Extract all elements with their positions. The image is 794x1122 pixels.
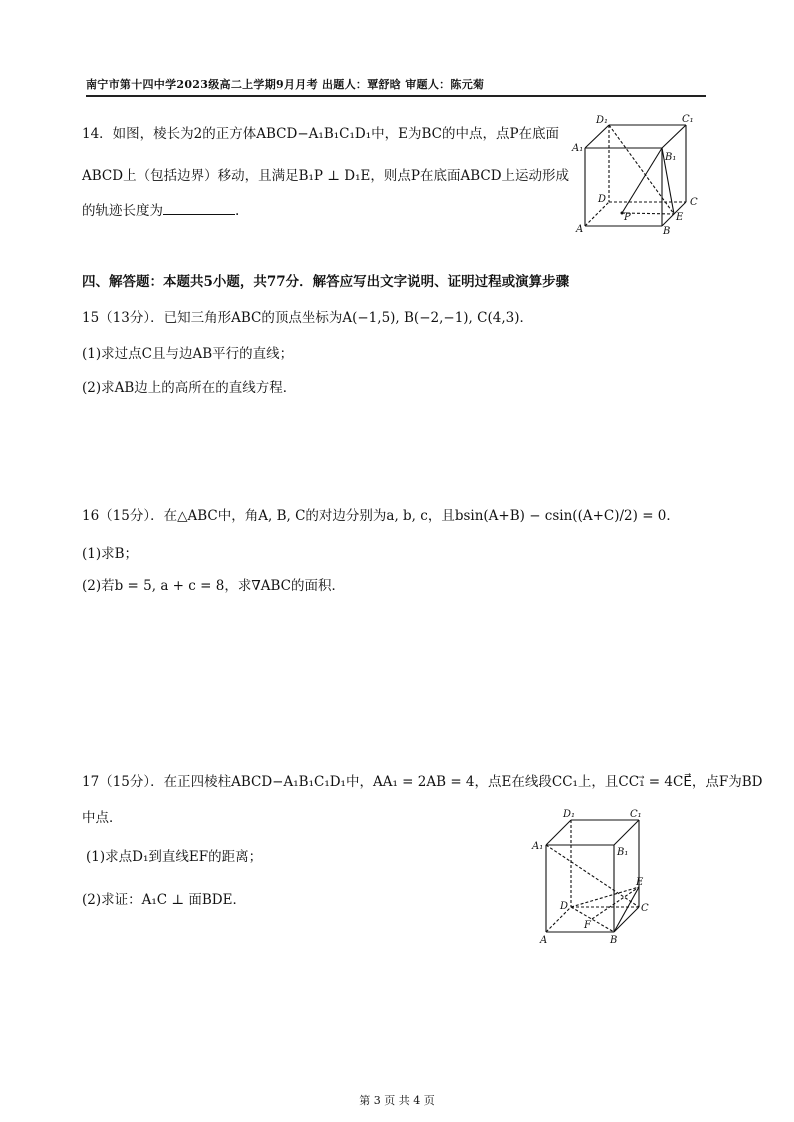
q14-line3-suffix: . bbox=[235, 203, 240, 219]
label-D: D bbox=[560, 901, 569, 912]
q17-part2: (2)求证：A₁C ⊥ 面BDE． bbox=[82, 892, 246, 908]
q14-line2: ABCD上（包括边界）移动，且满足B₁P ⊥ D₁E，则点P在底面ABCD上运动形成 bbox=[82, 168, 570, 184]
label-A: A bbox=[540, 935, 548, 945]
label-D1: D₁ bbox=[563, 809, 576, 820]
header-rule bbox=[86, 95, 706, 97]
q15-stem: 15（13分）．已知三角形ABC的顶点坐标为A(−1,5), B(−2,−1), C(4,3)． bbox=[82, 310, 533, 326]
q14-line3-prefix: 的轨迹长度为 bbox=[82, 203, 163, 219]
label-E: E bbox=[636, 877, 644, 888]
label-C: C bbox=[641, 903, 649, 914]
q17-stem-cont: 中点． bbox=[82, 810, 123, 826]
label-F: F bbox=[584, 920, 591, 931]
cube-figure-q14 bbox=[570, 108, 705, 242]
label-A: A bbox=[576, 224, 584, 235]
prism-figure-q17-svg bbox=[530, 805, 655, 945]
label-C1: C₁ bbox=[630, 809, 642, 820]
label-B1: B₁ bbox=[665, 152, 677, 163]
prism-figure-q17 bbox=[530, 805, 655, 949]
q17-stem: 17（15分）．在正四棱柱ABCD−A₁B₁C₁D₁中，AA₁ = 2AB = 4，点E在线段CC₁上，且CC₁⃗ = 4CE⃗，点F为BD bbox=[82, 774, 763, 790]
q16-part2: (2)若b = 5, a + c = 8，求∇ABC的面积． bbox=[82, 578, 345, 594]
exam-header: 南宁市第十四中学2023级高二上学期9月月考 出题人：覃舒晗 审题人：陈元菊 bbox=[86, 78, 485, 91]
label-A1: A₁ bbox=[532, 841, 544, 852]
label-B1: B₁ bbox=[617, 847, 629, 858]
q14-line1: 14．如图，棱长为2的正方体ABCD−A₁B₁C₁D₁中，E为BC的中点，点P在底面 bbox=[82, 126, 560, 142]
q16-part1: (1)求B； bbox=[82, 546, 139, 562]
answer-blank bbox=[163, 202, 235, 215]
label-D: D bbox=[598, 194, 607, 205]
label-C: C bbox=[690, 197, 698, 208]
q16-stem: 16（15分）．在△ABC中，角A, B, C的对边分别为a, b, c，且bsin(A+B) − csin((A+C)/2) = 0． bbox=[82, 508, 680, 524]
label-B: B bbox=[610, 935, 618, 945]
q15-part2: (2)求AB边上的高所在的直线方程． bbox=[82, 380, 297, 396]
cube-figure-q14-svg bbox=[570, 108, 705, 238]
label-B: B bbox=[663, 226, 671, 237]
section-title: 四、解答题：本题共5小题，共77分．解答应写出文字说明、证明过程或演算步骤 bbox=[82, 274, 570, 290]
q17-part1: (1)求点D₁到直线EF的距离； bbox=[86, 849, 263, 865]
page-number: 第 3 页 共 4 页 bbox=[359, 1094, 435, 1107]
label-E: E bbox=[676, 212, 684, 223]
label-D1: D₁ bbox=[596, 115, 609, 126]
label-P: P bbox=[624, 212, 631, 223]
q14-line3 bbox=[82, 199, 239, 219]
label-C1: C₁ bbox=[682, 114, 694, 125]
q15-part1: (1)求过点C且与边AB平行的直线； bbox=[82, 346, 294, 362]
label-A1: A₁ bbox=[572, 143, 584, 154]
